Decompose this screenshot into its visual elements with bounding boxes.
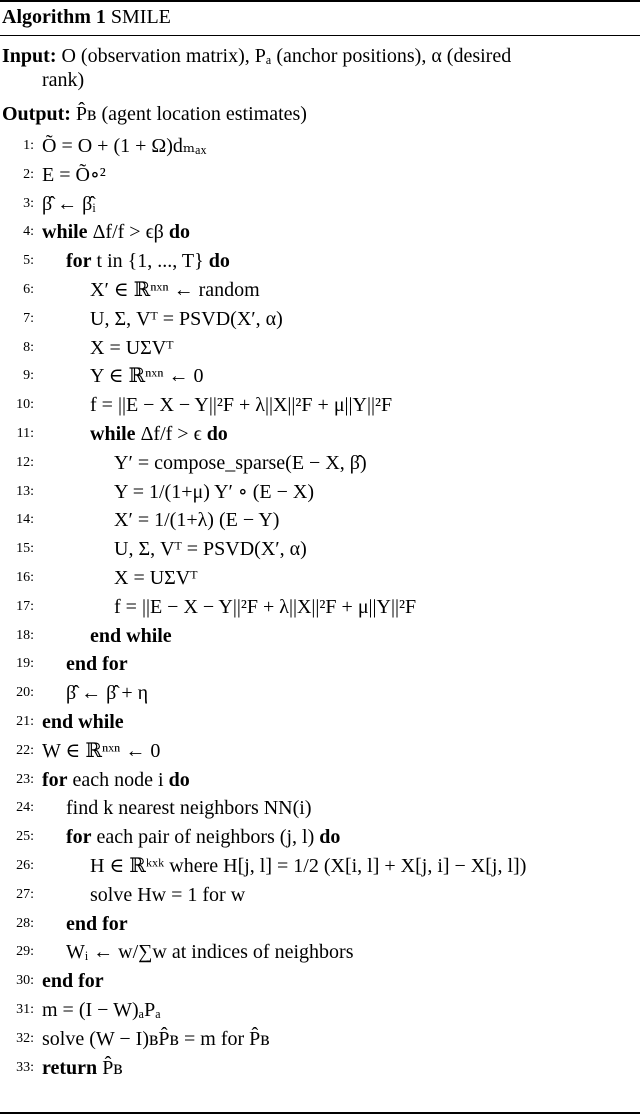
line-number: 12: <box>16 454 34 470</box>
algorithm-line <box>0 391 640 419</box>
input-spec <box>2 44 634 92</box>
line-number: 2: <box>23 166 34 182</box>
line-code: X′ = 1/(1+λ) (E − Y) <box>114 509 280 532</box>
line-number: 8: <box>23 339 34 355</box>
line-code: while Δf/f > ϵβ do <box>42 221 190 244</box>
line-code: while Δf/f > ϵ do <box>90 423 228 445</box>
line-code: Y ∈ ℝⁿˣⁿ ← 0 <box>90 365 204 388</box>
algorithm-line <box>0 622 640 650</box>
algorithm-line <box>0 362 640 390</box>
line-number: 27: <box>16 886 34 902</box>
line-number: 30: <box>16 973 34 989</box>
line-code: for each pair of neighbors (j, l) do <box>66 826 341 849</box>
algorithm-title <box>2 4 171 30</box>
algorithm-line <box>0 938 640 966</box>
line-number: 20: <box>16 685 34 701</box>
line-code: f = ||E − X − Y||²F + λ||X||²F + μ||Y||²F <box>90 394 393 417</box>
output-spec <box>2 102 634 126</box>
line-number: 19: <box>16 656 34 672</box>
input-keyword: Input: <box>2 45 57 67</box>
line-code: H ∈ ℝᵏˣᵏ where H[j, l] = 1/2 (X[i, l] + X[j, i] − X[j, l]) <box>90 855 527 877</box>
algorithm-line <box>0 737 640 765</box>
line-code: X′ ∈ ℝⁿˣⁿ ← random <box>90 279 260 301</box>
line-number: 25: <box>16 829 34 845</box>
line-number: 29: <box>16 944 34 960</box>
line-code: Õ = O + (1 + Ω)dₘₐₓ <box>42 135 207 157</box>
top-rule <box>0 0 640 2</box>
line-code: end for <box>66 912 128 935</box>
algorithm-line <box>0 852 640 880</box>
line-code: β̂ ← β̂ᵢ <box>42 192 96 215</box>
algorithm-line <box>0 247 640 275</box>
line-number: 26: <box>16 858 34 873</box>
input-text: O (observation matrix), Pₐ (anchor positions), α (desired <box>61 45 512 67</box>
algorithm-line <box>0 449 640 477</box>
algorithm-line <box>0 218 640 246</box>
line-code: Wᵢ ← w/∑w at indices of neighbors <box>66 941 354 964</box>
line-code: find k nearest neighbors NN(i) <box>66 797 312 820</box>
algorithm-name: SMILE <box>110 6 171 28</box>
line-code: Y = 1/(1+μ) Y′ ∘ (E − X) <box>114 480 314 503</box>
algorithm-label: Algorithm 1 <box>2 6 106 28</box>
algorithm-line <box>0 910 640 938</box>
line-number: 21: <box>16 714 34 729</box>
line-code: end for <box>66 653 128 676</box>
line-code: solve (W − I)ʙP̂ʙ = m for P̂ʙ <box>42 1027 270 1050</box>
output-keyword: Output: <box>2 103 71 125</box>
line-number: 22: <box>16 742 34 758</box>
line-number: 9: <box>23 368 34 384</box>
line-number: 17: <box>16 598 34 614</box>
algorithm-line <box>0 881 640 909</box>
line-number: 16: <box>16 570 34 585</box>
line-number: 15: <box>16 541 34 557</box>
line-number: 11: <box>16 426 34 441</box>
line-number: 7: <box>23 310 34 326</box>
line-code: Y′ = compose_sparse(E − X, β̂) <box>114 451 367 474</box>
algorithm-line <box>0 161 640 189</box>
line-number: 28: <box>16 915 34 931</box>
algorithm-line <box>0 1025 640 1053</box>
line-code: end for <box>42 970 104 993</box>
algorithm-line <box>0 420 640 448</box>
line-number: 32: <box>16 1030 34 1046</box>
header-rule <box>0 35 640 36</box>
line-number: 10: <box>16 397 34 413</box>
algorithm-line <box>0 996 640 1024</box>
algorithm-line <box>0 276 640 304</box>
line-code: U, Σ, Vᵀ = PSVD(X′, α) <box>90 307 283 330</box>
input-continuation: rank) <box>42 69 85 91</box>
line-code: end while <box>90 624 172 647</box>
algorithm-line <box>0 823 640 851</box>
line-code: m = (I − W)ₐPₐ <box>42 999 161 1021</box>
line-number: 24: <box>16 800 34 816</box>
line-number: 14: <box>16 512 34 528</box>
algorithm-line <box>0 305 640 333</box>
line-number: 31: <box>16 1002 34 1017</box>
line-number: 4: <box>23 224 34 240</box>
line-number: 13: <box>16 483 34 499</box>
line-code: E = Õ∘² <box>42 163 106 186</box>
line-code: W ∈ ℝⁿˣⁿ ← 0 <box>42 739 161 762</box>
line-code: β̂ ← β̂ + η <box>66 682 149 705</box>
line-code: for each node i do <box>42 768 190 791</box>
line-code: X = UΣVᵀ <box>90 336 174 359</box>
output-text: P̂ʙ (agent location estimates) <box>75 103 307 125</box>
algorithm-line <box>0 967 640 995</box>
algorithm-line <box>0 1054 640 1082</box>
line-code: end while <box>42 711 124 733</box>
line-number: 6: <box>23 282 34 297</box>
line-code: for t in {1, ..., T} do <box>66 250 230 273</box>
line-number: 33: <box>16 1059 34 1075</box>
algorithm-line <box>0 506 640 534</box>
algorithm-line <box>0 766 640 794</box>
algorithm-line <box>0 593 640 621</box>
algorithm-line <box>0 564 640 592</box>
line-code: X = UΣVᵀ <box>114 567 198 589</box>
algorithm-line <box>0 132 640 160</box>
algorithm-line <box>0 794 640 822</box>
line-number: 5: <box>23 253 34 269</box>
algorithm-line <box>0 650 640 678</box>
algorithm-line <box>0 535 640 563</box>
line-number: 23: <box>16 771 34 787</box>
line-code: f = ||E − X − Y||²F + λ||X||²F + μ||Y||²F <box>114 595 417 618</box>
algorithm-line <box>0 478 640 506</box>
line-code: return P̂ʙ <box>42 1056 123 1079</box>
line-number: 3: <box>23 195 34 211</box>
algorithm-line <box>0 334 640 362</box>
line-code: U, Σ, Vᵀ = PSVD(X′, α) <box>114 538 307 561</box>
line-number: 18: <box>16 627 34 643</box>
line-code: solve Hw = 1 for w <box>90 883 246 906</box>
algorithm-line <box>0 708 640 736</box>
algorithm-line <box>0 679 640 707</box>
line-number: 1: <box>23 138 34 153</box>
algorithm-line <box>0 190 640 218</box>
